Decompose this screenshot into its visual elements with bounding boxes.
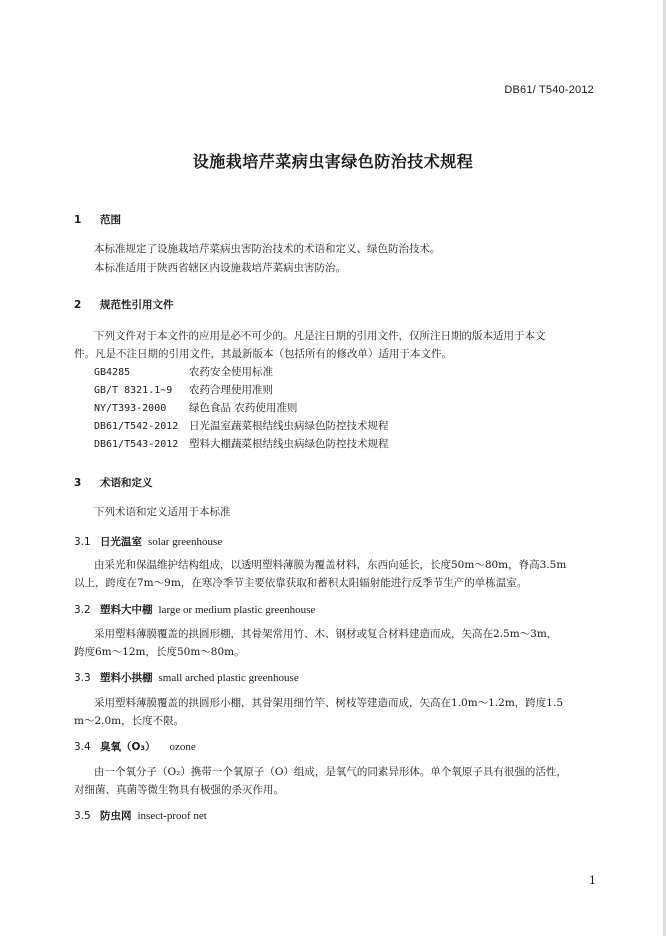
- paragraph: 本标准适用于陕西省辖区内设施栽培芹菜病虫害防治。: [94, 262, 346, 274]
- reference-item: [94, 364, 273, 379]
- document-title: 设施栽培芹菜病虫害绿色防治技术规程: [192, 152, 474, 171]
- section-2-heading: [74, 297, 174, 312]
- section-number: 2: [74, 299, 82, 311]
- term-definition: 以上，跨度在7m～9m，在寒冷季节主要依靠获取和蓄积太阳辐射能进行反季节生产的单栋温室。: [74, 577, 528, 589]
- term-en: insect-proof net: [137, 810, 207, 822]
- reference-item: [94, 382, 273, 397]
- term-number: 3.2: [74, 604, 91, 616]
- term-en: large or medium plastic greenhouse: [158, 604, 316, 616]
- term-en: ozone: [169, 741, 196, 753]
- term-en: small arched plastic greenhouse: [158, 672, 299, 684]
- term-definition: 由采光和保温维护结构组成，以透明塑料薄膜为覆盖材料，东西向延长，长度50m～80m，脊高3.5m: [94, 559, 567, 571]
- reference-item: [94, 436, 389, 451]
- term-definition: 采用塑料薄膜覆盖的拱圆形小棚，其骨架用细竹竿、树枝等建造而成，矢高在1.0m～1.2m，跨度1.5: [94, 697, 564, 709]
- term-definition: 跨度6m～12m，长度50m～80m。: [74, 646, 245, 658]
- section-number: 1: [74, 214, 82, 226]
- reference-item: [94, 400, 297, 415]
- term-definition: 采用塑料薄膜覆盖的拱圆形棚，其骨架常用竹、木、钢材或复合材料建造而成，矢高在2.5m～3m，: [94, 628, 558, 640]
- term-zh: 塑料大中棚: [100, 604, 153, 616]
- paragraph: 件。凡是不注日期的引用文件，其最新版本（包括所有的修改单）适用于本文件。: [74, 348, 452, 360]
- section-3-heading: [74, 475, 153, 490]
- reference-item: [94, 418, 389, 433]
- paragraph: 下列术语和定义适用于本标准: [94, 506, 231, 518]
- paragraph: 下列文件对于本文件的应用是必不可少的。凡是注日期的引用文件，仅所注日期的版本适用于本文: [94, 330, 546, 342]
- page-number: 1: [589, 874, 596, 887]
- term-3-1-heading: [74, 534, 222, 549]
- term-3-3-heading: [74, 670, 299, 685]
- term-number: 3.1: [74, 536, 91, 548]
- term-3-5-heading: [74, 808, 207, 823]
- section-number: 3: [74, 477, 82, 489]
- term-number: 3.3: [74, 672, 91, 684]
- reference-code: GB/T 8321.1~9: [94, 385, 173, 396]
- reference-code: NY/T393-2000: [94, 403, 167, 414]
- term-zh: 日光温室: [100, 536, 142, 548]
- term-zh: 防虫网: [100, 810, 132, 822]
- term-3-2-heading: [74, 602, 315, 617]
- term-number: 3.5: [74, 810, 91, 822]
- section-1-heading: [74, 212, 121, 227]
- term-zh: 臭氧（O₃）: [100, 741, 156, 753]
- reference-code: GB4285: [94, 367, 131, 378]
- section-title: 术语和定义: [100, 477, 153, 489]
- term-definition: 对细菌、真菌等微生物具有极强的杀灭作用。: [74, 784, 284, 796]
- term-number: 3.4: [74, 741, 91, 753]
- section-title: 规范性引用文件: [100, 299, 174, 311]
- standard-code: DB61/ T540-2012: [504, 84, 594, 96]
- term-definition: m～2.0m，长度不限。: [74, 715, 185, 727]
- term-en: solar greenhouse: [148, 536, 223, 548]
- reference-name: 农药合理使用准则: [189, 384, 273, 396]
- reference-code: DB61/T542-2012: [94, 421, 179, 432]
- term-3-4-heading: [74, 739, 196, 754]
- term-zh: 塑料小拱棚: [100, 672, 153, 684]
- term-definition: 由一个氧分子（O₂）携带一个氧原子（O）组成，是氧气的同素异形体。单个氧原子具有很强的活性，: [94, 766, 567, 778]
- section-title: 范围: [100, 214, 121, 226]
- reference-name: 塑料大棚蔬菜根结线虫病绿色防控技术规程: [189, 438, 389, 450]
- reference-name: 农药安全使用标准: [189, 366, 273, 378]
- reference-name: 日光温室蔬菜根结线虫病绿色防控技术规程: [189, 420, 389, 432]
- reference-name: 绿色食品 农药使用准则: [189, 402, 298, 414]
- paragraph: 本标准规定了设施栽培芹菜病虫害防治技术的术语和定义、绿色防治技术。: [94, 243, 441, 255]
- reference-code: DB61/T543-2012: [94, 439, 179, 450]
